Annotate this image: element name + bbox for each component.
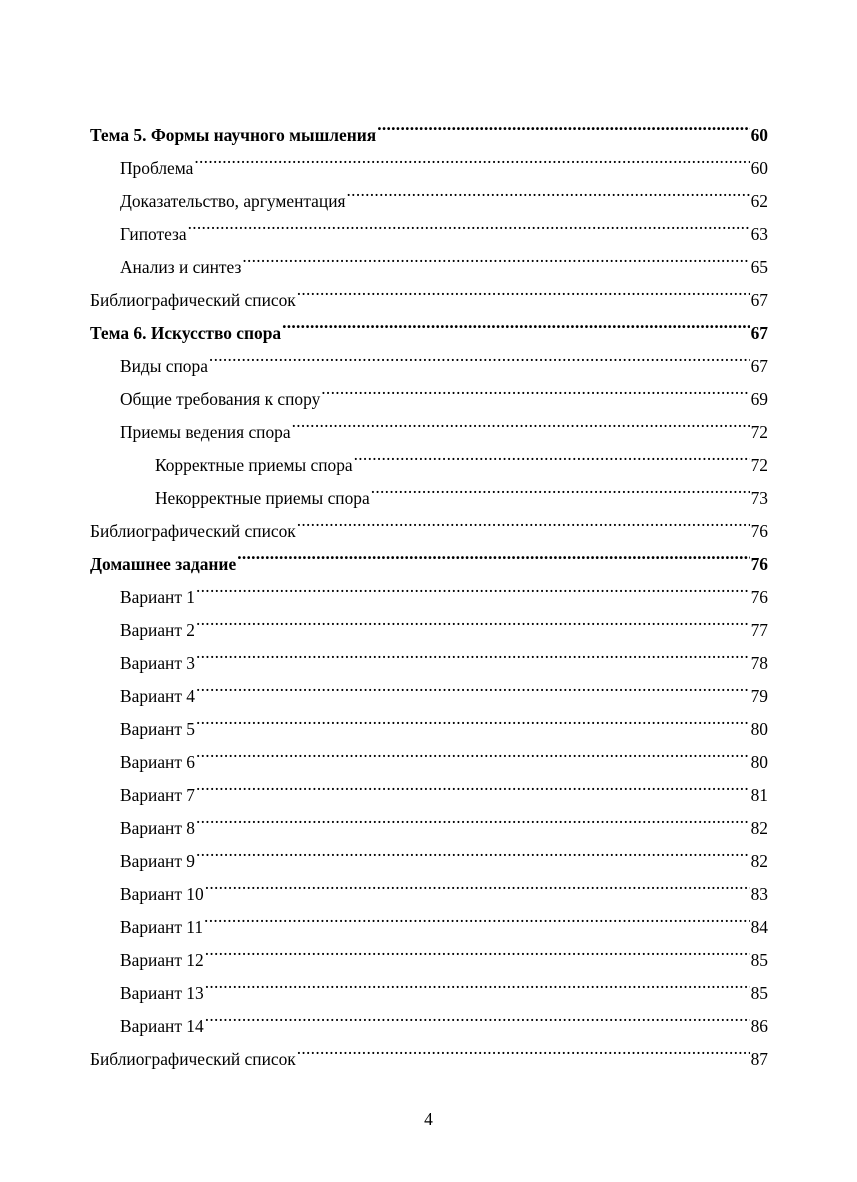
dot-leader (196, 636, 750, 669)
toc-entry-page: 81 (750, 785, 768, 805)
toc-entry-page: 67 (750, 323, 768, 343)
toc-entry-page: 72 (750, 422, 768, 442)
toc-entry-page: 72 (750, 455, 768, 475)
dot-leader (196, 669, 750, 702)
toc-entry-page: 76 (750, 554, 768, 574)
toc-entry-title: Вариант 3 (120, 653, 195, 673)
toc-entry-title: Вариант 2 (120, 620, 195, 640)
toc-entry-title: Корректные приемы спора (155, 455, 353, 475)
toc-entry-page: 60 (750, 125, 768, 145)
dot-leader (196, 570, 750, 603)
toc-entry[interactable] (90, 240, 768, 277)
toc-entry-page: 67 (750, 356, 768, 376)
dot-leader (205, 999, 750, 1032)
toc-entry-page: 85 (750, 950, 768, 970)
dot-leader (297, 1032, 750, 1065)
toc-entry-title: Вариант 9 (120, 851, 195, 871)
toc-entry-page: 85 (750, 983, 768, 1003)
dot-leader (282, 306, 750, 339)
toc-entry-title: Проблема (120, 158, 194, 178)
toc-entry-page: 82 (750, 818, 768, 838)
toc-entry-page: 84 (750, 917, 768, 937)
dot-leader (237, 537, 749, 570)
dot-leader (292, 405, 750, 438)
toc-entry-title: Библиографический список (90, 521, 296, 541)
toc-entry-page: 60 (750, 158, 768, 178)
toc-entry[interactable] (90, 108, 768, 145)
dot-leader (196, 603, 750, 636)
toc-entry-title: Вариант 8 (120, 818, 195, 838)
toc-entry[interactable] (90, 207, 768, 244)
toc-entry-title: Вариант 13 (120, 983, 204, 1003)
dot-leader (371, 471, 750, 504)
toc-entry-title: Виды спора (120, 356, 208, 376)
toc-entry-page: 76 (750, 521, 768, 541)
toc-entry-title: Вариант 11 (120, 917, 204, 937)
toc-entry-title: Приемы ведения спора (120, 422, 291, 442)
dot-leader (188, 207, 750, 240)
toc-entry-page: 69 (750, 389, 768, 409)
toc-entry-title: Гипотеза (120, 224, 187, 244)
toc-entry-page: 79 (750, 686, 768, 706)
toc-entry-title: Вариант 5 (120, 719, 195, 739)
dot-leader (205, 867, 750, 900)
toc-entry-page: 67 (750, 290, 768, 310)
toc-entry-title: Вариант 6 (120, 752, 195, 772)
toc-entry-title: Тема 6. Искусство спора (90, 323, 282, 343)
toc-entry-title: Вариант 1 (120, 587, 195, 607)
dot-leader (196, 801, 750, 834)
toc-entry-page: 78 (750, 653, 768, 673)
toc-entry-page: 77 (750, 620, 768, 640)
dot-leader (209, 339, 750, 372)
dot-leader (196, 768, 750, 801)
dot-leader (196, 735, 750, 768)
dot-leader (297, 504, 750, 537)
toc-entry-title: Вариант 7 (120, 785, 195, 805)
toc-entry-title: Домашнее задание (90, 554, 237, 574)
toc-entry-page: 62 (750, 191, 768, 211)
dot-leader (205, 966, 750, 999)
toc-entry-title: Анализ и синтез (120, 257, 242, 277)
toc-entry-page: 87 (750, 1049, 768, 1069)
dot-leader (347, 174, 750, 207)
dot-leader (204, 900, 750, 933)
dot-leader (242, 240, 749, 273)
dot-leader (321, 372, 749, 405)
toc-entry-title: Общие требования к спору (120, 389, 321, 409)
toc-entry-page: 80 (750, 752, 768, 772)
toc-entry-title: Вариант 12 (120, 950, 204, 970)
toc-entry-title: Вариант 4 (120, 686, 195, 706)
toc-entry-title: Вариант 10 (120, 884, 204, 904)
dot-leader (354, 438, 750, 471)
toc-entry-page: 65 (750, 257, 768, 277)
dot-leader (297, 273, 750, 306)
dot-leader (377, 108, 749, 141)
dot-leader (196, 834, 750, 867)
toc-entry-page: 86 (750, 1016, 768, 1036)
table-of-contents (90, 108, 768, 1069)
toc-entry-page: 82 (750, 851, 768, 871)
toc-entry-title: Тема 5. Формы научного мышления (90, 125, 377, 145)
toc-entry-title: Вариант 14 (120, 1016, 204, 1036)
page-number: 4 (424, 1109, 433, 1129)
toc-entry-title: Некорректные приемы спора (155, 488, 370, 508)
toc-entry-title: Библиографический список (90, 290, 296, 310)
toc-entry-page: 73 (750, 488, 768, 508)
dot-leader (196, 702, 750, 735)
dot-leader (205, 933, 750, 966)
dot-leader (194, 141, 749, 174)
toc-entry-page: 83 (750, 884, 768, 904)
toc-entry-title: Доказательство, аргументация (120, 191, 346, 211)
toc-entry-page: 80 (750, 719, 768, 739)
toc-entry-page: 76 (750, 587, 768, 607)
toc-entry-page: 63 (750, 224, 768, 244)
toc-entry-title: Библиографический список (90, 1049, 296, 1069)
